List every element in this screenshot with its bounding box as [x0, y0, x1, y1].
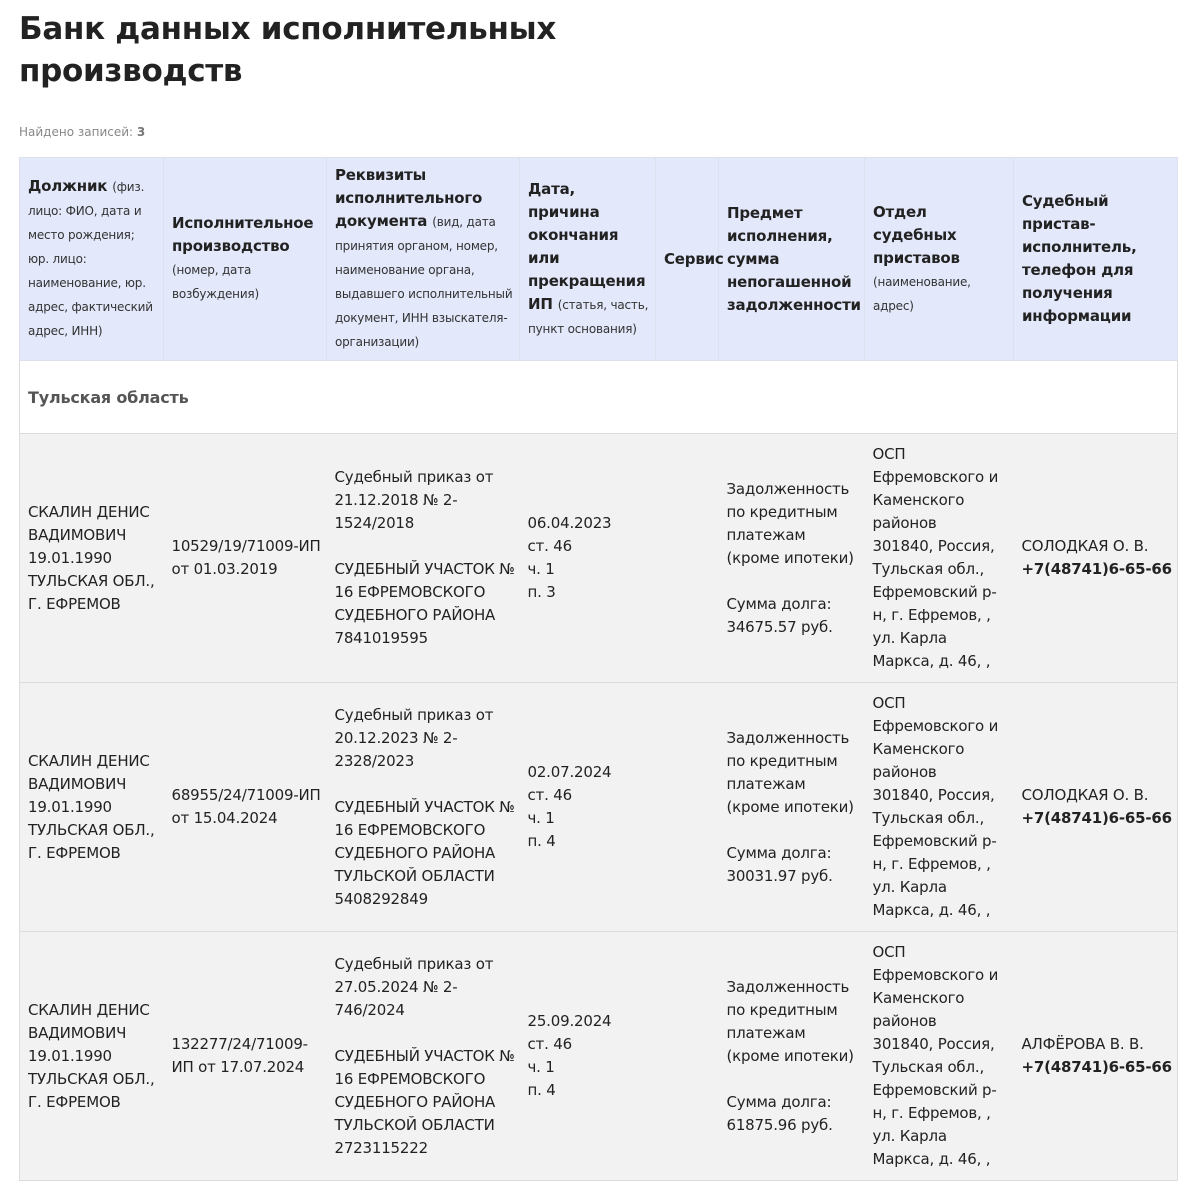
osp-name: ОСП Ефремовского и Каменского районов	[872, 694, 999, 781]
debtor: СКАЛИН ДЕНИС ВАДИМОВИЧ 19.01.1990 ТУЛЬСКАЯ ОБЛ., Г. ЕФРЕМОВ	[28, 1000, 155, 1111]
osp-cell	[865, 932, 1014, 1181]
osp-cell	[865, 683, 1014, 932]
page-title: Банк данных исполнительных производств	[19, 11, 557, 89]
header-subtitle: (наименование, адрес)	[873, 274, 971, 313]
subject-cell	[719, 683, 865, 932]
column-header-subject	[719, 158, 865, 361]
document-cell	[327, 683, 520, 932]
header-title: Судебный пристав-исполнитель, телефон для получения информации	[1022, 192, 1137, 325]
osp-address: 301840, Россия, Тульская обл., Ефремовский р-н, г. Ефремов, , ул. Карла Маркса, д. 46, ,	[872, 786, 997, 919]
results-table	[19, 157, 1178, 1181]
header-subtitle: (статья, часть, пункт основания)	[528, 297, 649, 336]
bailiff-cell	[1014, 932, 1178, 1181]
bailiff-phone: +7(48741)6-65-66	[1021, 560, 1172, 578]
debtor-cell	[20, 932, 164, 1181]
region-header: Тульская область	[20, 361, 1178, 434]
debtor: СКАЛИН ДЕНИС ВАДИМОВИЧ 19.01.1990 ТУЛЬСКАЯ ОБЛ., Г. ЕФРЕМОВ	[28, 502, 155, 613]
bailiff-phone: +7(48741)6-65-66	[1021, 1058, 1172, 1076]
document-cell	[327, 434, 520, 683]
subject: Задолженность по кредитным платежам (кроме ипотеки)	[726, 479, 854, 567]
osp-address: 301840, Россия, Тульская обл., Ефремовский р-н, г. Ефремов, , ул. Карла Маркса, д. 46, ,	[872, 537, 997, 670]
debt-sum: Сумма долга: 30031.97 руб.	[726, 843, 833, 885]
column-header-debtor	[20, 158, 164, 361]
end-cell	[520, 683, 656, 932]
header-title: Предмет исполнения, сумма непогашенной задолженности	[727, 203, 861, 314]
column-header-service	[656, 158, 724, 361]
table-row	[20, 683, 1178, 932]
end-part: ч. 1	[527, 560, 555, 578]
end-part: ч. 1	[527, 809, 555, 827]
end-cell	[520, 932, 656, 1181]
court: СУДЕБНЫЙ УЧАСТОК № 16 ЕФРЕМОВСКОГО СУДЕБНОГО РАЙОНА ТУЛЬСКОЙ ОБЛАСТИ 5408292849	[334, 797, 515, 908]
document: Судебный приказ от 27.05.2024 № 2-746/2024	[334, 954, 494, 1019]
table-row	[20, 434, 1178, 683]
document: Судебный приказ от 21.12.2018 № 2-1524/2018	[334, 468, 494, 532]
header-title: Отдел судебных приставов	[873, 202, 960, 267]
bailiff-name: СОЛОДКАЯ О. В.	[1021, 786, 1149, 804]
ip-cell	[164, 434, 327, 683]
column-header-ip	[164, 158, 327, 361]
column-header-document	[327, 158, 520, 361]
end-article: ст. 46	[527, 537, 572, 555]
end-part: ч. 1	[527, 1058, 555, 1076]
column-header-osp	[865, 158, 1014, 361]
header-title: Дата, причина окончания или прекращения ИП	[528, 179, 646, 313]
header-title: Должник	[28, 177, 108, 195]
header-subtitle: (вид, дата принятия органом, номер, наименование органа, выдавшего исполнительный документ, ИНН взыскателя-организации)	[335, 215, 513, 349]
bailiff-cell	[1014, 683, 1178, 932]
records-count: 3	[136, 125, 146, 139]
header-title: Сервис	[664, 249, 724, 268]
header-subtitle: (номер, дата возбуждения)	[172, 263, 259, 301]
records-found: Найдено записей: 3	[19, 125, 146, 139]
osp-name: ОСП Ефремовского и Каменского районов	[872, 943, 999, 1030]
debtor-cell	[20, 683, 164, 932]
ip-number: 68955/24/71009-ИП от 15.04.2024	[171, 786, 321, 827]
debt-sum: Сумма долга: 61875.96 руб.	[726, 1092, 833, 1134]
end-point: п. 3	[527, 583, 556, 601]
debt-sum: Сумма долга: 34675.57 руб.	[726, 594, 833, 636]
column-header-end	[520, 158, 656, 361]
subject: Задолженность по кредитным платежам (кроме ипотеки)	[726, 977, 854, 1065]
subject-cell	[719, 932, 865, 1181]
service-cell	[656, 434, 719, 683]
column-header-bailiff	[1014, 158, 1178, 361]
ip-number: 132277/24/71009-ИП от 17.07.2024	[171, 1035, 308, 1076]
service-cell	[656, 683, 719, 932]
bailiff-name: АЛФЁРОВА В. В.	[1021, 1035, 1144, 1053]
debtor: СКАЛИН ДЕНИС ВАДИМОВИЧ 19.01.1990 ТУЛЬСКАЯ ОБЛ., Г. ЕФРЕМОВ	[28, 751, 155, 862]
document-cell	[327, 932, 520, 1181]
ip-number: 10529/19/71009-ИП от 01.03.2019	[171, 537, 321, 578]
service-cell	[656, 932, 719, 1181]
end-date: 25.09.2024	[527, 1012, 612, 1030]
subject: Задолженность по кредитным платежам (кроме ипотеки)	[726, 728, 854, 816]
osp-address: 301840, Россия, Тульская обл., Ефремовский р-н, г. Ефремов, , ул. Карла Маркса, д. 46, ,	[872, 1035, 997, 1168]
end-point: п. 4	[527, 1081, 556, 1099]
bailiff-phone: +7(48741)6-65-66	[1021, 809, 1172, 827]
ip-cell	[164, 932, 327, 1181]
end-article: ст. 46	[527, 1035, 572, 1053]
bailiff-name: СОЛОДКАЯ О. В.	[1021, 537, 1149, 555]
bailiff-cell	[1014, 434, 1178, 683]
osp-name: ОСП Ефремовского и Каменского районов	[872, 445, 999, 532]
court: СУДЕБНЫЙ УЧАСТОК № 16 ЕФРЕМОВСКОГО СУДЕБНОГО РАЙОНА 7841019595	[334, 560, 515, 647]
table-row	[20, 932, 1178, 1181]
document: Судебный приказ от 20.12.2023 № 2-2328/2023	[334, 705, 494, 770]
header-subtitle: (физ. лицо: ФИО, дата и место рождения; юр. лицо: наименование, юр. адрес, фактический адрес, ИНН)	[28, 180, 153, 338]
header-title: Реквизиты исполнительного документа	[335, 166, 483, 230]
end-date: 02.07.2024	[527, 763, 612, 781]
end-point: п. 4	[527, 832, 556, 850]
debtor-cell	[20, 434, 164, 683]
header-title: Исполнительное производство	[172, 214, 314, 255]
end-cell	[520, 434, 656, 683]
court: СУДЕБНЫЙ УЧАСТОК № 16 ЕФРЕМОВСКОГО СУДЕБНОГО РАЙОНА ТУЛЬСКОЙ ОБЛАСТИ 2723115222	[334, 1046, 515, 1157]
subject-cell	[719, 434, 865, 683]
end-date: 06.04.2023	[527, 514, 612, 532]
osp-cell	[865, 434, 1014, 683]
ip-cell	[164, 683, 327, 932]
end-article: ст. 46	[527, 786, 572, 804]
